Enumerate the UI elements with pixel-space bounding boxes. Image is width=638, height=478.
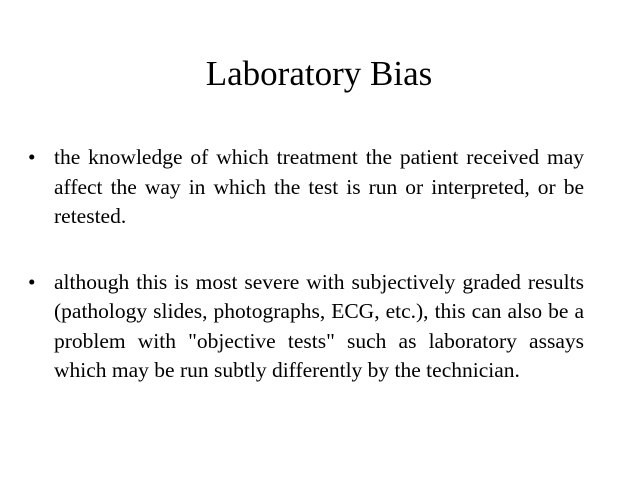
bullet-list: [28, 143, 584, 386]
slide-title: Laboratory Bias: [205, 54, 433, 93]
bullet-marker: •: [28, 145, 36, 169]
bullet-text: although this is most severe with subjectively graded results (pathology slides, photographs, ECG, etc.), this can also be a problem with "objective tests" such as laboratory assays which may be run subtly differently by the technician.: [54, 269, 584, 382]
bullet-marker: •: [28, 269, 36, 294]
bullet-item: [28, 143, 584, 232]
bullet-item: [28, 268, 584, 386]
bullet-text: the knowledge of which treatment the patient received may affect the way in which the test is run or interpreted, or be retested.: [54, 145, 584, 228]
